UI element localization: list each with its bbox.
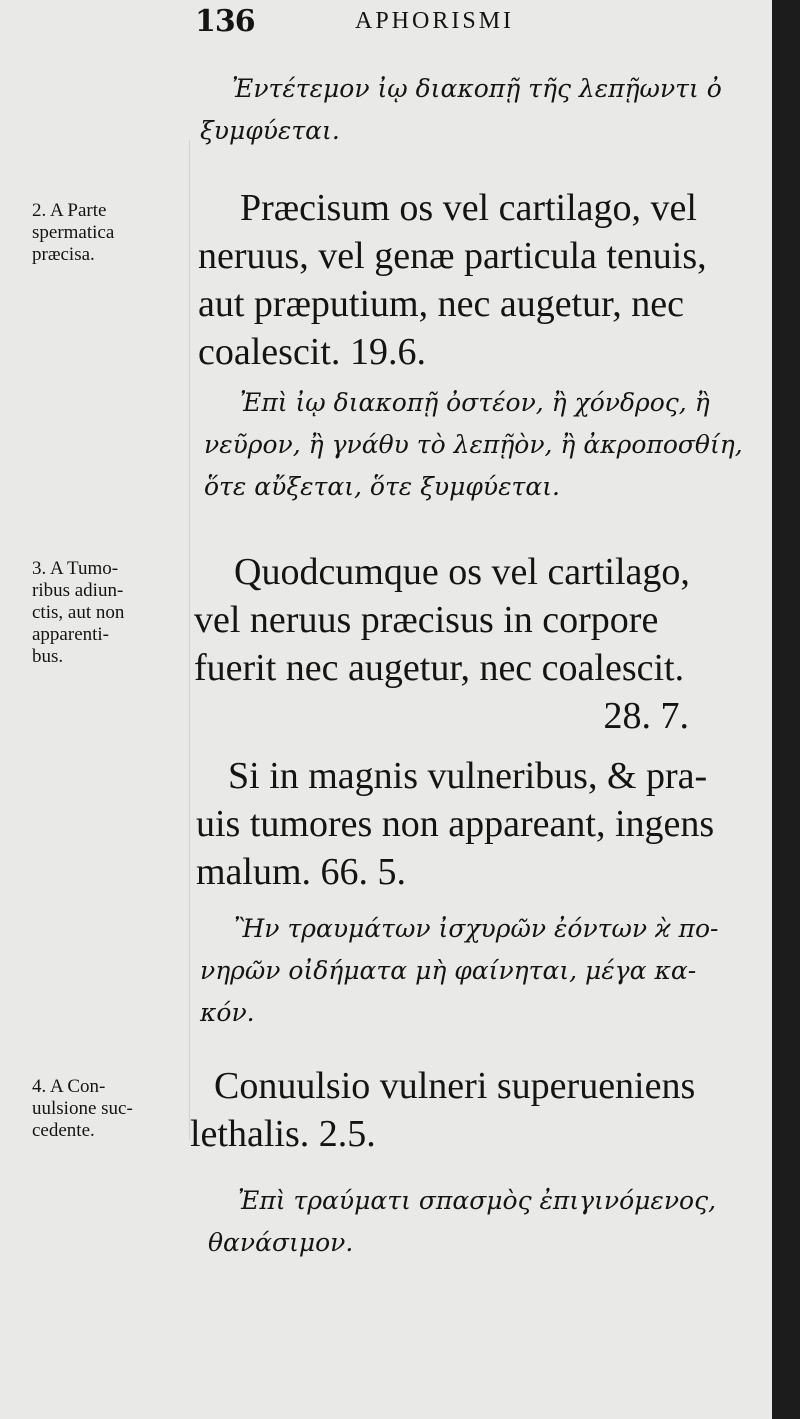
reference-number: 66. 5. xyxy=(320,851,407,893)
aphorism-greek-4 xyxy=(208,1180,716,1264)
aphorism-latin-3b xyxy=(196,752,748,896)
greek-line: Ἐπὶ τραύματι σπασμὸς ἐπιγινόμενος, xyxy=(238,1186,717,1215)
note-line: uulsione suc- xyxy=(32,1098,133,1119)
latin-line: malum. xyxy=(196,851,312,893)
latin-line: coalescit. xyxy=(198,331,341,373)
greek-line: Ἐντέτεμον ἰῳ διακοπῇ τῆς λεπῇωντι ὀ xyxy=(232,74,722,103)
page-edge-shadow xyxy=(772,0,800,1419)
greek-line: ὅτε αὔξεται, ὅτε ξυμφύεται. xyxy=(204,472,560,501)
aphorism-greek-2 xyxy=(204,382,743,508)
note-line: bus. xyxy=(32,646,64,667)
latin-line: aut præputium, nec augetur, nec xyxy=(198,283,684,325)
greek-line: Ἐπὶ ἰῳ διακοπῇ ὀστέον, ἢ χόνδρος, ἢ xyxy=(240,388,710,417)
margin-note-3 xyxy=(32,558,180,668)
note-line: cedente. xyxy=(32,1120,95,1141)
note-line: 2. A Parte xyxy=(32,200,107,221)
reference-number: 19.6. xyxy=(349,331,426,373)
latin-line-with-ref xyxy=(190,1110,750,1158)
margin-note-4 xyxy=(32,1076,180,1142)
folio-number: 136 xyxy=(195,4,255,39)
latin-line: uis tumores non appareant, ingens xyxy=(196,803,715,845)
running-head: APHORISMI xyxy=(355,8,515,34)
latin-line: Conuulsio vulneri superueniens xyxy=(214,1065,696,1107)
reference-number: 2.5. xyxy=(318,1113,376,1155)
margin-rule xyxy=(189,140,190,1140)
aphorism-latin-3 xyxy=(194,548,749,740)
greek-line: νεῦρον, ἢ γνάθυ τὸ λεπῇὸν, ἢ ἀκροποσθίη, xyxy=(204,430,743,459)
note-line: 3. A Tumo- xyxy=(32,558,119,579)
note-line: ctis, aut non xyxy=(32,602,125,623)
page-header xyxy=(0,4,772,48)
latin-line-with-ref xyxy=(198,328,748,376)
greek-line: κόν. xyxy=(200,998,255,1027)
latin-line: fuerit nec augetur, nec coalescit. xyxy=(194,647,685,689)
greek-line: θανάσιμον. xyxy=(208,1228,354,1257)
note-line: apparenti- xyxy=(32,624,110,645)
note-line: spermatica xyxy=(32,222,115,243)
note-line: ribus adiun- xyxy=(32,580,124,601)
latin-line: Quodcumque os vel cartilago, xyxy=(234,551,690,593)
reference-number: 28. 7. xyxy=(603,695,689,737)
latin-line: lethalis. xyxy=(190,1113,310,1155)
latin-line: neruus, vel genæ particula tenuis, xyxy=(198,235,707,277)
aphorism-latin-2 xyxy=(198,184,748,376)
greek-line: Ἢν τραυμάτων ἰσχυρῶν ἐόντων ϰ̀ πο- xyxy=(234,914,719,943)
greek-line: ξυμφύεται. xyxy=(200,116,340,145)
note-line: præcisa. xyxy=(32,244,95,265)
latin-line: vel neruus præcisus in corpore xyxy=(194,599,659,641)
aphorism-latin-4 xyxy=(190,1062,750,1158)
latin-line-with-ref xyxy=(196,848,748,896)
latin-line: Si in magnis vulneribus, & pra- xyxy=(228,755,708,797)
note-line: 4. A Con- xyxy=(32,1076,106,1097)
aphorism-greek-3 xyxy=(200,908,718,1034)
latin-line: Præcisum os vel cartilago, vel xyxy=(240,187,697,229)
margin-note-2 xyxy=(32,200,180,266)
greek-line: νηρῶν οἰδήματα μὴ φαίνηται, μέγα κα- xyxy=(200,956,697,985)
greek-continuation xyxy=(200,68,722,152)
